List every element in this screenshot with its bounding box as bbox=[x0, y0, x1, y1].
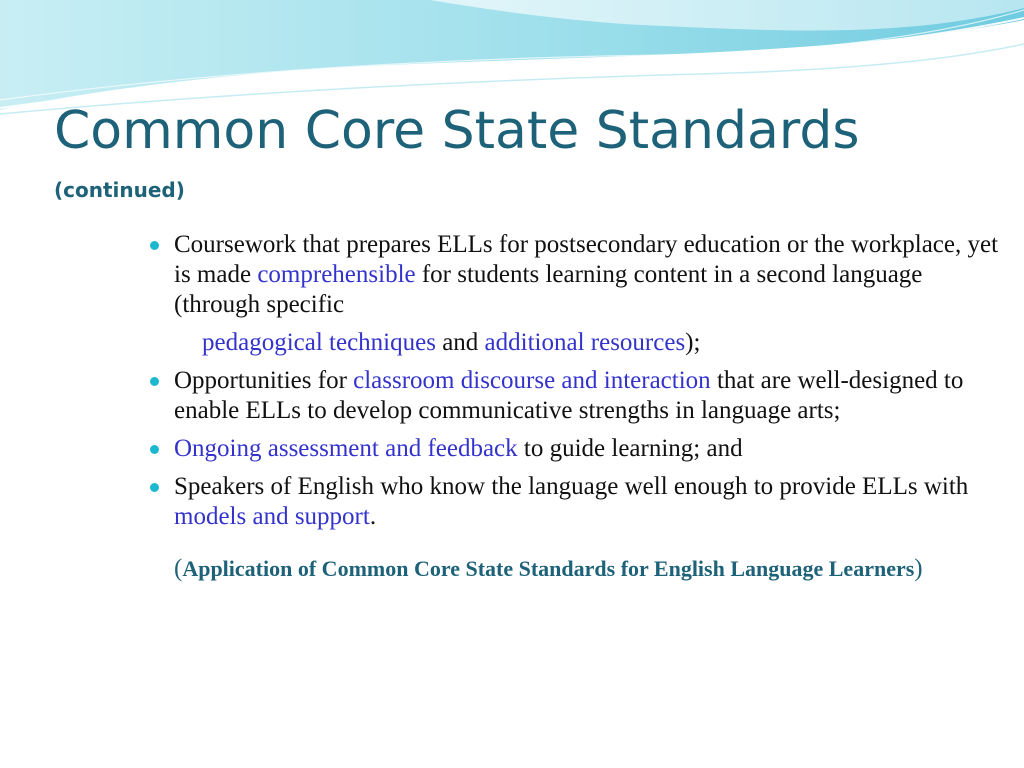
bullet-list bbox=[150, 230, 1000, 584]
citation: (Application of Common Core State Standards for English Language Learners) bbox=[174, 555, 923, 582]
bullet-continuation: pedagogical techniques and additional resources); bbox=[202, 329, 701, 356]
slide-title: Common Core State Standards bbox=[54, 101, 860, 161]
bullet-dot-icon bbox=[150, 483, 159, 492]
bullet-item bbox=[150, 472, 1000, 532]
slide-subtitle: (continued) bbox=[54, 178, 185, 202]
highlighted-term: Ongoing assessment and feedback bbox=[174, 435, 518, 462]
bullet-text: Coursework that prepares ELLs for postsecondary education or the workplace, yet is made comprehensible for students learning content in a second language (through specific bbox=[174, 231, 999, 318]
bullet-text: Ongoing assessment and feedback to guide learning; and bbox=[174, 435, 743, 462]
bullet-item bbox=[150, 434, 1000, 464]
highlighted-term: classroom discourse and interaction bbox=[353, 367, 711, 394]
bullet-dot-icon bbox=[150, 241, 159, 250]
bullet-dot-icon bbox=[150, 377, 159, 386]
bullet-dot-icon bbox=[150, 445, 159, 454]
bullet-item bbox=[150, 366, 1000, 426]
bullet-text: Opportunities for classroom discourse and interaction that are well-designed to enable ELLs to develop communicative strengths in language arts; bbox=[174, 367, 964, 424]
bullet-item bbox=[150, 230, 1000, 358]
citation-text: Application of Common Core State Standards for English Language Learners bbox=[182, 556, 915, 581]
bullet-text: Speakers of English who know the language well enough to provide ELLs with models and support. bbox=[174, 473, 969, 530]
highlighted-term: models and support bbox=[174, 503, 370, 530]
highlighted-term: comprehensible bbox=[257, 261, 416, 288]
highlighted-term: pedagogical techniques bbox=[202, 329, 436, 356]
highlighted-term: additional resources bbox=[484, 329, 686, 356]
